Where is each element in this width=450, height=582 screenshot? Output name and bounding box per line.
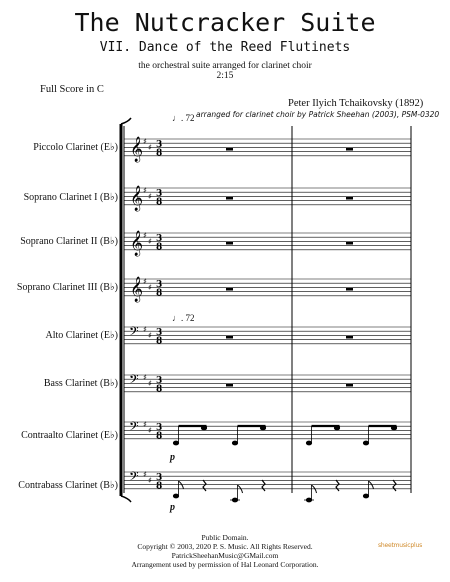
bass-clef-icon: 𝄢 [129,469,139,487]
time-signature-icon: 8 [156,384,163,395]
staves [124,136,411,492]
sharp-icon: ♯ [148,426,152,435]
time-signature-icon: 8 [156,336,163,347]
time-signature-icon: 8 [156,148,163,159]
time-signature-icon: 3 [156,473,163,483]
sharp-icon: ♯ [143,325,147,334]
instrument-label: Bass Clarinet (B♭) [43,378,118,389]
staff [124,185,411,211]
time-signature-icon: 8 [156,242,163,253]
time-signature-icon: 3 [156,140,163,150]
time-signature-icon: 8 [156,197,163,208]
time-signature-icon: 8 [156,481,163,492]
time-signature-icon: 3 [156,189,163,199]
treble-clef-icon: 𝄞 [130,186,144,211]
duration: 2:15 [216,71,234,81]
sharp-icon: ♯ [143,231,147,240]
score-type: Full Score in C [40,84,104,95]
instrument-label: Alto Clarinet (E♭) [45,330,118,341]
contraalto-notes [173,426,396,445]
sharp-icon: ♯ [148,331,152,340]
dynamic-mark: p [170,452,175,463]
sharp-icon: ♯ [143,186,147,195]
sharp-icon: ♯ [148,192,152,201]
sharp-icon: ♯ [148,237,152,246]
sharp-icon: ♯ [148,379,152,388]
staff [124,276,411,302]
contrabass-notes [173,480,396,502]
staff [124,136,411,162]
dynamic-mark: p [170,502,175,513]
time-signature-icon: 8 [156,288,163,299]
footer-email: PatrickSheehanMusic@GMail.com [171,551,279,560]
time-signature-icon: 3 [156,234,163,244]
tempo-mark-top: ♩. 72 [172,113,195,123]
instrument-label: Contraalto Clarinet (E♭) [21,430,118,441]
staff [124,324,411,347]
arranger-credit: arranged for clarinet choir by Patrick Sheehan (2003), PSM-0320 [196,110,440,119]
arrangement-note: the orchestral suite arranged for clarinet choir [138,61,312,71]
sharp-icon: ♯ [143,277,147,286]
staff [124,230,411,256]
sharp-icon: ♯ [148,283,152,292]
treble-clef-icon: 𝄞 [130,137,144,162]
instrument-label: Contrabass Clarinet (B♭) [18,480,118,491]
bracket-top-hook [121,118,131,124]
whole-rests [226,148,353,387]
footer-copyright: Copyright © 2003, 2020 P. S. Music. All Rights Reserved. [137,542,313,551]
sharp-icon: ♯ [143,420,147,429]
staff [124,469,411,492]
sheetmusicplus-logo: sheetmusicplus [378,542,423,549]
footer-permission: Arrangement used by permission of Hal Leonard Corporation. [131,560,319,569]
bass-clef-icon: 𝄢 [129,324,139,342]
time-signature-icon: 3 [156,328,163,338]
treble-clef-icon: 𝄞 [130,231,144,256]
bass-clef-icon: 𝄢 [129,419,139,437]
time-signature-icon: 3 [156,280,163,290]
instrument-label: Soprano Clarinet III (B♭) [16,282,118,293]
sharp-icon: ♯ [143,470,147,479]
time-signature-icon: 3 [156,376,163,386]
bass-clef-icon: 𝄢 [129,372,139,390]
sharp-icon: ♯ [143,137,147,146]
composer: Peter Ilyich Tchaikovsky (1892) [288,98,424,109]
instrument-label: Soprano Clarinet I (B♭) [23,192,118,203]
sharp-icon: ♯ [148,476,152,485]
movement-title: VII. Dance of the Reed Flutinets [99,40,351,55]
time-signature-icon: 3 [156,423,163,433]
instrument-label: Soprano Clarinet II (B♭) [20,236,118,247]
sharp-icon: ♯ [143,373,147,382]
staff [124,419,411,442]
instrument-label: Piccolo Clarinet (E♭) [33,142,118,153]
staff [124,372,411,395]
tempo-mark-lower: ♩. 72 [172,313,195,323]
score-title: The Nutcracker Suite [74,8,376,37]
sharp-icon: ♯ [148,143,152,152]
treble-clef-icon: 𝄞 [130,277,144,302]
time-signature-icon: 8 [156,431,163,442]
bracket-bottom-hook [121,496,131,502]
footer-public-domain: Public Domain. [201,533,249,542]
